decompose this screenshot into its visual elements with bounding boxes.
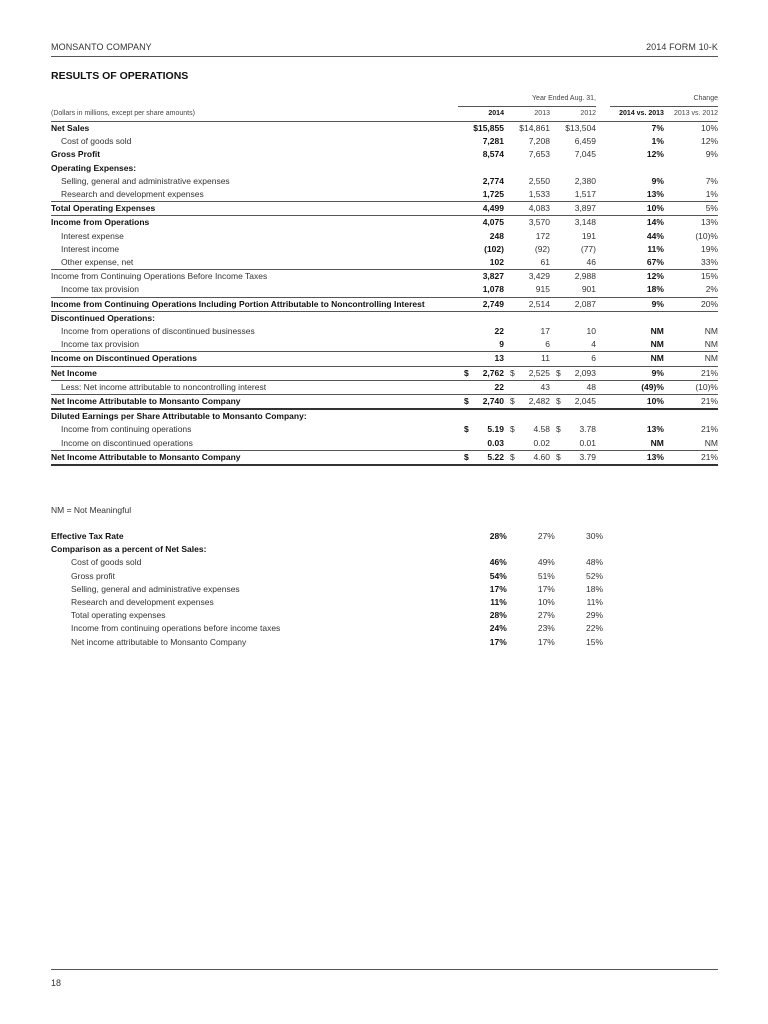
table-row: Net Income Attributable to Monsanto Company $ 5.22 $ 4.60 $ 3.79 13% 21%	[51, 450, 718, 465]
unit-note: (Dollars in millions, except per share amounts)	[51, 107, 458, 122]
table-row: Gross profit 54% 51% 52%	[71, 570, 603, 581]
table-row: Less: Net income attributable to noncontrolling interest 22 43 48 (49)% (10)%	[51, 380, 718, 394]
table-row: Income from operations of discontinued businesses 22 17 10 NM NM	[61, 326, 718, 337]
table-row: Net Income $ 2,762 $ 2,525 $ 2,093 9% 21%	[51, 366, 718, 380]
nm-note: NM = Not Meaningful	[51, 505, 132, 515]
col-header-2012: 2012	[550, 107, 596, 122]
percent-table	[51, 530, 603, 649]
table-row: Total Operating Expenses 4,499 4,083 3,897 10% 5%	[51, 202, 718, 216]
table-row: Income on discontinued operations 0.03 0.02 0.01 NM NM	[51, 437, 718, 451]
table-row: Cost of goods sold 7,281 7,208 6,459 1% 12%	[61, 136, 718, 147]
col-header-change-2014: 2014 vs. 2013	[610, 107, 664, 122]
table-row: Research and development expenses 11% 10% 11%	[71, 597, 603, 608]
table-row: Income from continuing operations $ 5.19 $ 4.58 $ 3.78 13% 21%	[61, 424, 718, 435]
table-row: Effective Tax Rate 28% 27% 30%	[51, 531, 603, 541]
table-row: Income from Continuing Operations Including Portion Attributable to Noncontrolling Interest 2,749 2,514 2,087 9% 20%	[51, 297, 718, 311]
table-row: Research and development expenses 1,725 1,533 1,517 13% 1%	[51, 188, 718, 202]
column-header-row	[51, 107, 718, 122]
change-header: Change	[610, 92, 718, 107]
table-row: Income tax provision 1,078 915 901 18% 2%	[51, 283, 718, 297]
company-name: MONSANTO COMPANY	[51, 42, 152, 52]
table-row: Income from Operations 4,075 3,570 3,148 14% 13%	[51, 217, 718, 228]
table-row: Income on Discontinued Operations 13 11 6 NM NM	[51, 352, 718, 366]
table-row: Operating Expenses:	[51, 162, 137, 173]
table-row: Selling, general and administrative expenses 17% 17% 18%	[71, 583, 603, 594]
table-row: Other expense, net 102 61 46 67% 33%	[51, 256, 718, 270]
table-row: Diluted Earnings per Share Attributable to Monsanto Company:	[51, 411, 307, 422]
table-row: Net income attributable to Monsanto Company 17% 17% 15%	[71, 636, 603, 647]
table-row: Net Income Attributable to Monsanto Company $ 2,740 $ 2,482 $ 2,045 10% 21%	[51, 395, 718, 410]
footer-rule	[51, 969, 718, 970]
page-number: 18	[51, 978, 62, 988]
table-row: Interest expense 248 172 191 44% (10)%	[61, 230, 718, 241]
table-row: Gross Profit 8,574 7,653 7,045 12% 9%	[51, 149, 718, 160]
table-row: Income from Continuing Operations Before Income Taxes 3,827 3,429 2,988 12% 15%	[51, 271, 718, 282]
results-table	[51, 92, 718, 466]
col-header-change-2013: 2013 vs. 2012	[664, 107, 718, 122]
table-row: Comparison as a percent of Net Sales:	[51, 544, 207, 555]
header-rule	[51, 56, 718, 57]
table-row: Income tax provision 9 6 4 NM NM	[51, 338, 718, 352]
table-row: Cost of goods sold 46% 49% 48%	[71, 557, 603, 568]
table-row: Total operating expenses 28% 27% 29%	[71, 610, 603, 621]
section-title: RESULTS OF OPERATIONS	[51, 70, 189, 82]
col-header-2014: 2014	[458, 107, 504, 122]
table-row: Interest income (102) (92) (77) 11% 19%	[61, 243, 718, 254]
form-label: 2014 FORM 10-K	[646, 42, 718, 52]
table-row: Net Sales $15,855 $14,861 $13,504 7% 10%	[51, 123, 718, 133]
table-row: Selling, general and administrative expenses 2,774 2,550 2,380 9% 7%	[61, 175, 718, 186]
col-header-2013: 2013	[504, 107, 550, 122]
table-row: Income from continuing operations before income taxes 24% 23% 22%	[71, 623, 603, 634]
year-ended-header: Year Ended Aug. 31,	[458, 92, 596, 107]
column-group-header	[51, 92, 718, 107]
table-row: Discontinued Operations:	[51, 312, 155, 323]
